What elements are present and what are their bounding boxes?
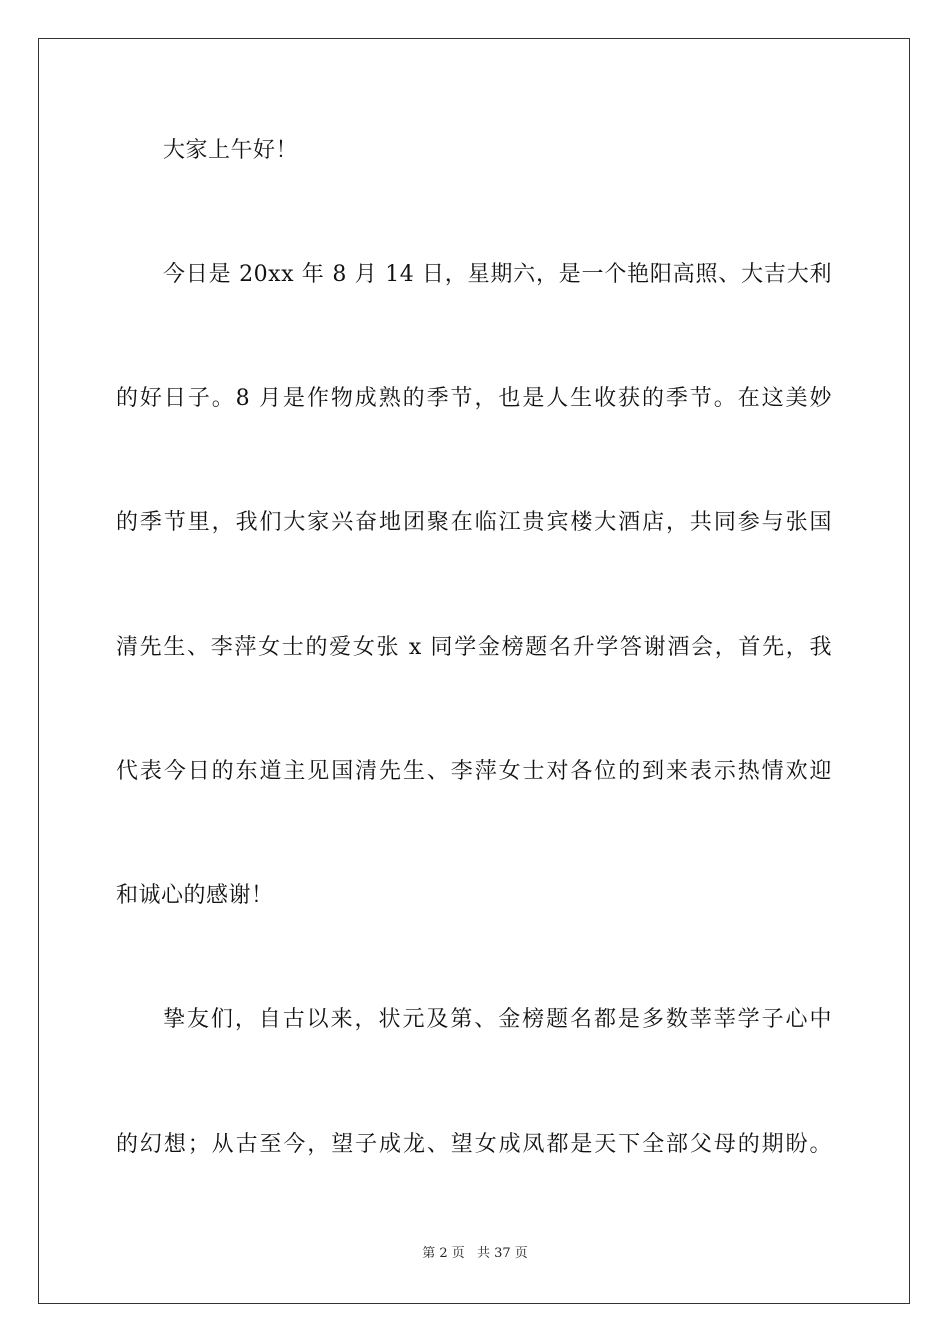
- page-border: [38, 38, 910, 1304]
- page-footer: [0, 1245, 950, 1263]
- text-line: 挚友们，自古以来，状元及第、金榜题名都是多数莘莘学子心中: [163, 1007, 832, 1032]
- text-line-greeting: 大家上午好！: [163, 138, 299, 163]
- page-total: 共 37 页: [476, 1246, 528, 1261]
- text-line: 的好日子。8 月是作物成熟的季节，也是人生收获的季节。在这美妙: [116, 386, 832, 411]
- text-line: 代表今日的东道主见国清先生、李萍女士对各位的到来表示热情欢迎: [116, 759, 832, 784]
- text-line: 的幻想；从古至今，望子成龙、望女成凤都是天下全部父母的期盼。: [116, 1132, 832, 1157]
- text-line: 清先生、李萍女士的爱女张 x 同学金榜题名升学答谢酒会，首先，我: [116, 635, 832, 660]
- text-line: 今日是 20xx 年 8 月 14 日，星期六，是一个艳阳高照、大吉大利: [163, 262, 832, 287]
- page-number: 第 2 页: [422, 1246, 465, 1261]
- text-line: 的季节里，我们大家兴奋地团聚在临江贵宾楼大酒店，共同参与张国: [116, 510, 832, 535]
- text-line: 和诚心的感谢！: [116, 883, 274, 908]
